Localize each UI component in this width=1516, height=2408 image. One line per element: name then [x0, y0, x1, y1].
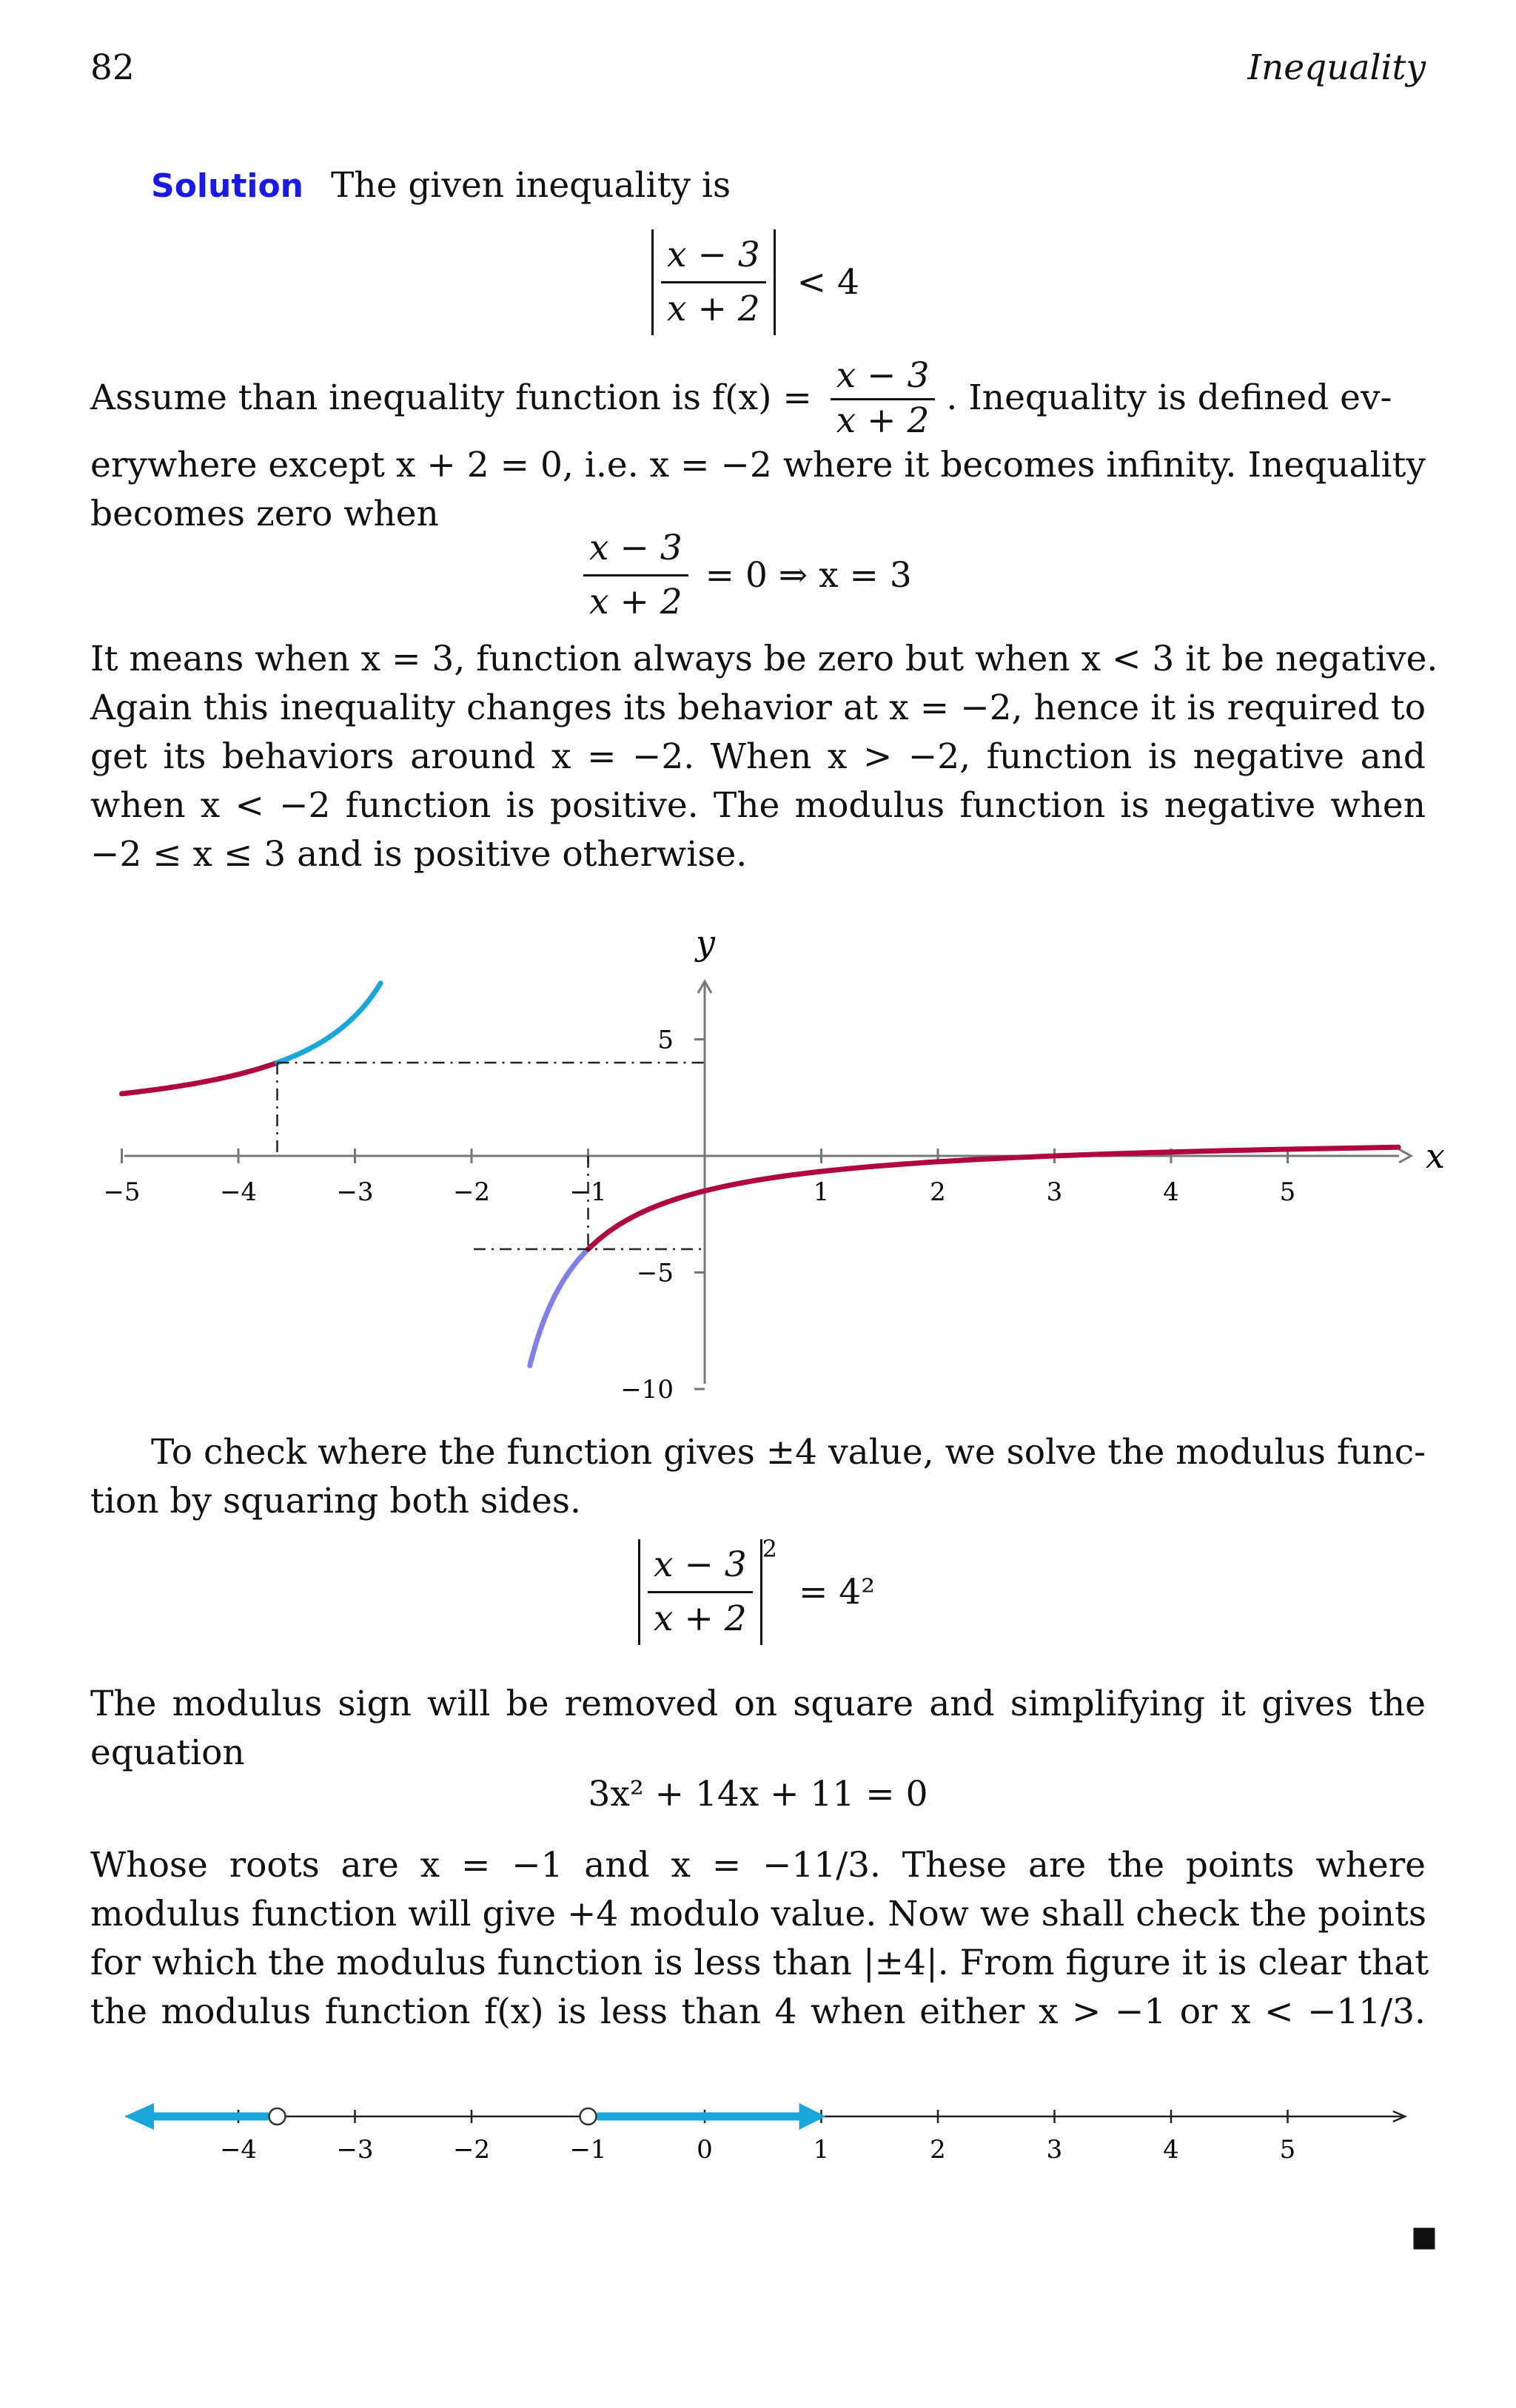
- number-line-tick-label: 2: [930, 2135, 946, 2161]
- number-line-tick-label: −3: [336, 2135, 374, 2161]
- number-line-tick-label: −4: [219, 2135, 258, 2161]
- x-tick-label: 1: [813, 1177, 830, 1207]
- para1-frac-den: x + 2: [831, 398, 936, 442]
- chapter-title: Inequality: [1247, 47, 1426, 88]
- equation-4: 3x² + 14x + 11 = 0: [588, 1774, 928, 1815]
- x-tick-label: −5: [103, 1177, 141, 1207]
- number-line-tick-label: −2: [452, 2135, 491, 2161]
- curve-left-branch: [122, 1063, 278, 1094]
- para5-line4: the modulus function f(x) is less than 4 when either x > −1 or x < −11/3.: [90, 1991, 1426, 2032]
- function-graph: [0, 903, 1516, 1421]
- y-tick-label: −5: [636, 1258, 674, 1288]
- y-axis-label: y: [696, 923, 715, 963]
- y-tick-label: 5: [657, 1025, 674, 1055]
- x-tick-label: −3: [336, 1177, 374, 1207]
- eq2-numerator: x − 3: [589, 528, 682, 568]
- number-line-tick-label: 0: [697, 2135, 713, 2161]
- para1-line2: erywhere except x + 2 = 0, i.e. x = −2 where it becomes infinity. Inequality: [90, 445, 1426, 485]
- eq3-rhs: = 4²: [798, 1572, 876, 1612]
- eq3-exponent: 2: [762, 1535, 778, 1563]
- page-number: 82: [90, 47, 135, 88]
- para5-line2: modulus function will give +4 modulo value. Now we shall check the points: [90, 1894, 1426, 1934]
- interval-right-arrowhead: [799, 2103, 826, 2130]
- x-axis-label: x: [1426, 1136, 1445, 1176]
- para2-line2: Again this inequality changes its behavior at x = −2, hence it is required to: [90, 687, 1426, 728]
- equation-1: [651, 229, 859, 335]
- eq3-numerator: x − 3: [654, 1544, 747, 1585]
- para2-line4: when x < −2 function is positive. The modulus function is negative when: [90, 785, 1426, 826]
- x-tick-label: −4: [219, 1177, 258, 1207]
- x-tick-label: 5: [1279, 1177, 1296, 1207]
- para2-line3: get its behaviors around x = −2. When x > −2, function is negative and: [90, 736, 1426, 777]
- para4-line1: The modulus sign will be removed on square and simplifying it gives the: [90, 1684, 1426, 1724]
- intro-text: The given inequality is: [330, 165, 731, 206]
- x-tick-label: 2: [930, 1177, 946, 1207]
- number-line-tick-label: 1: [813, 2135, 830, 2161]
- para4-line2: equation: [90, 1732, 245, 1773]
- curve-right-highlight: [530, 1249, 588, 1366]
- number-line-tick-label: 5: [1279, 2135, 1296, 2161]
- eq1-rhs: < 4: [796, 262, 859, 303]
- x-tick-label: −1: [569, 1177, 607, 1207]
- para3-line1: To check where the function gives ±4 value, we solve the modulus func-: [151, 1432, 1426, 1473]
- eq1-denominator: x + 2: [661, 281, 766, 335]
- open-point: [580, 2108, 597, 2125]
- x-axis-arrow: [1399, 1149, 1411, 1163]
- x-tick-label: 3: [1046, 1177, 1063, 1207]
- eq3-denominator: x + 2: [648, 1591, 753, 1645]
- para1-frac-num: x − 3: [836, 355, 930, 396]
- number-line-tick-label: −1: [569, 2135, 607, 2161]
- modulus-bars: [651, 229, 776, 335]
- x-tick-label: −2: [452, 1177, 491, 1207]
- eq2-rhs: = 0 ⇒ x = 3: [705, 555, 912, 596]
- para1-prefix: Assume than inequality function is f(x) =: [90, 377, 812, 418]
- para2-line1: It means when x = 3, function always be zero but when x < 3 it be negative.: [90, 639, 1438, 679]
- y-tick-label: −10: [620, 1375, 674, 1405]
- para3-line2: tion by squaring both sides.: [90, 1481, 581, 1521]
- para2-line5: −2 ≤ x ≤ 3 and is positive otherwise.: [90, 834, 748, 875]
- para1-line3: becomes zero when: [90, 494, 439, 534]
- equation-2: [583, 522, 912, 628]
- eq1-numerator: x − 3: [667, 235, 760, 275]
- eq2-denominator: x + 2: [583, 574, 688, 628]
- para5-line3: for which the modulus function is less than |±4|. From figure it is clear that: [90, 1943, 1429, 1983]
- equation-3: [638, 1535, 876, 1645]
- curve-right-branch: [588, 1147, 1399, 1249]
- interval-left-arrowhead: [124, 2103, 154, 2130]
- modulus-bars-squared: [638, 1539, 762, 1645]
- open-point: [269, 2108, 285, 2125]
- para1-line1: [90, 354, 1426, 442]
- number-line-tick-label: 4: [1163, 2135, 1179, 2161]
- number-line-tick-label: 3: [1046, 2135, 1063, 2161]
- solution-label: Solution: [151, 167, 303, 205]
- para5-line1: Whose roots are x = −1 and x = −11/3. These are the points where: [90, 1845, 1426, 1886]
- number-line: [0, 2057, 1516, 2161]
- x-tick-label: 4: [1163, 1177, 1179, 1207]
- end-of-proof-mark: ■: [1411, 2220, 1438, 2253]
- solution-intro: [151, 161, 1409, 211]
- curve-left-highlight: [278, 983, 381, 1063]
- para1-suffix: . Inequality is defined ev-: [946, 377, 1392, 418]
